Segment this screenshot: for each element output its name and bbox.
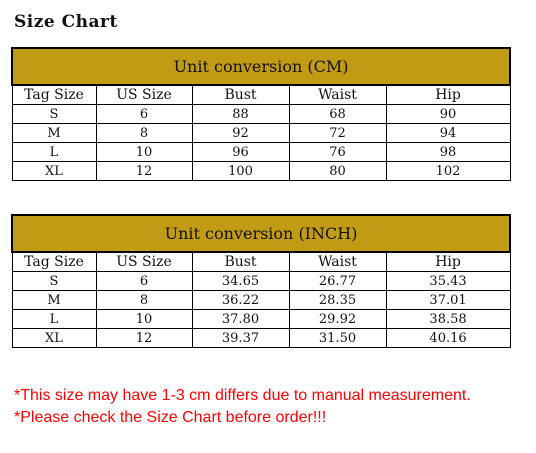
table-row <box>12 291 510 310</box>
column-header-hip: Hip <box>386 85 510 105</box>
table-row <box>12 124 510 143</box>
table-cell: 40.16 <box>386 329 510 348</box>
table-cell: L <box>12 143 96 162</box>
table-cell: 37.80 <box>192 310 289 329</box>
page-title: Size Chart <box>14 12 118 32</box>
table-cell: 92 <box>192 124 289 143</box>
table-cell: 68 <box>289 105 386 124</box>
table-cell: 12 <box>96 162 192 181</box>
column-header-waist: Waist <box>289 252 386 272</box>
table-cell: S <box>12 105 96 124</box>
table-cell: M <box>12 124 96 143</box>
table-cell: 8 <box>96 291 192 310</box>
table-cell: 29.92 <box>289 310 386 329</box>
table-cell: 8 <box>96 124 192 143</box>
table-cell: 34.65 <box>192 272 289 291</box>
column-header-tag-size: Tag Size <box>12 252 96 272</box>
column-header-bust: Bust <box>192 85 289 105</box>
note-measurement: *This size may have 1-3 cm differs due to manual measurement. <box>14 387 471 404</box>
table-cell: 72 <box>289 124 386 143</box>
table-cell: XL <box>12 329 96 348</box>
table-cell: 98 <box>386 143 510 162</box>
table-cell: 102 <box>386 162 510 181</box>
table-cell: 38.58 <box>386 310 510 329</box>
table-heading: Unit conversion (INCH) <box>12 215 510 252</box>
table-cell: 10 <box>96 310 192 329</box>
table-cell: 6 <box>96 105 192 124</box>
column-header-waist: Waist <box>289 85 386 105</box>
column-header-hip: Hip <box>386 252 510 272</box>
table-cell: 36.22 <box>192 291 289 310</box>
column-header-us-size: US Size <box>96 252 192 272</box>
table-cell: 96 <box>192 143 289 162</box>
table-cell: S <box>12 272 96 291</box>
table-cell: 10 <box>96 143 192 162</box>
table-cell: 76 <box>289 143 386 162</box>
size-table-inch <box>11 214 511 348</box>
column-header-bust: Bust <box>192 252 289 272</box>
table-cell: M <box>12 291 96 310</box>
table-cell: 100 <box>192 162 289 181</box>
table-cell: 94 <box>386 124 510 143</box>
table-row <box>12 272 510 291</box>
table-row <box>12 329 510 348</box>
table-cell: 90 <box>386 105 510 124</box>
table-cell: 31.50 <box>289 329 386 348</box>
notes <box>14 385 471 429</box>
table-cell: XL <box>12 162 96 181</box>
table-cell: 35.43 <box>386 272 510 291</box>
table-cell: 80 <box>289 162 386 181</box>
table-row <box>12 162 510 181</box>
table-heading: Unit conversion (CM) <box>12 48 510 85</box>
table-cell: 12 <box>96 329 192 348</box>
table-cell: 37.01 <box>386 291 510 310</box>
size-table-cm <box>11 47 511 181</box>
table-row <box>12 143 510 162</box>
note-check-chart: *Please check the Size Chart before order!!! <box>14 409 327 426</box>
column-header-tag-size: Tag Size <box>12 85 96 105</box>
table-cell: 39.37 <box>192 329 289 348</box>
table-cell: 88 <box>192 105 289 124</box>
table-cell: 28.35 <box>289 291 386 310</box>
table-cell: 26.77 <box>289 272 386 291</box>
table-row <box>12 105 510 124</box>
table-cell: 6 <box>96 272 192 291</box>
table-cell: L <box>12 310 96 329</box>
table-row <box>12 310 510 329</box>
column-header-us-size: US Size <box>96 85 192 105</box>
